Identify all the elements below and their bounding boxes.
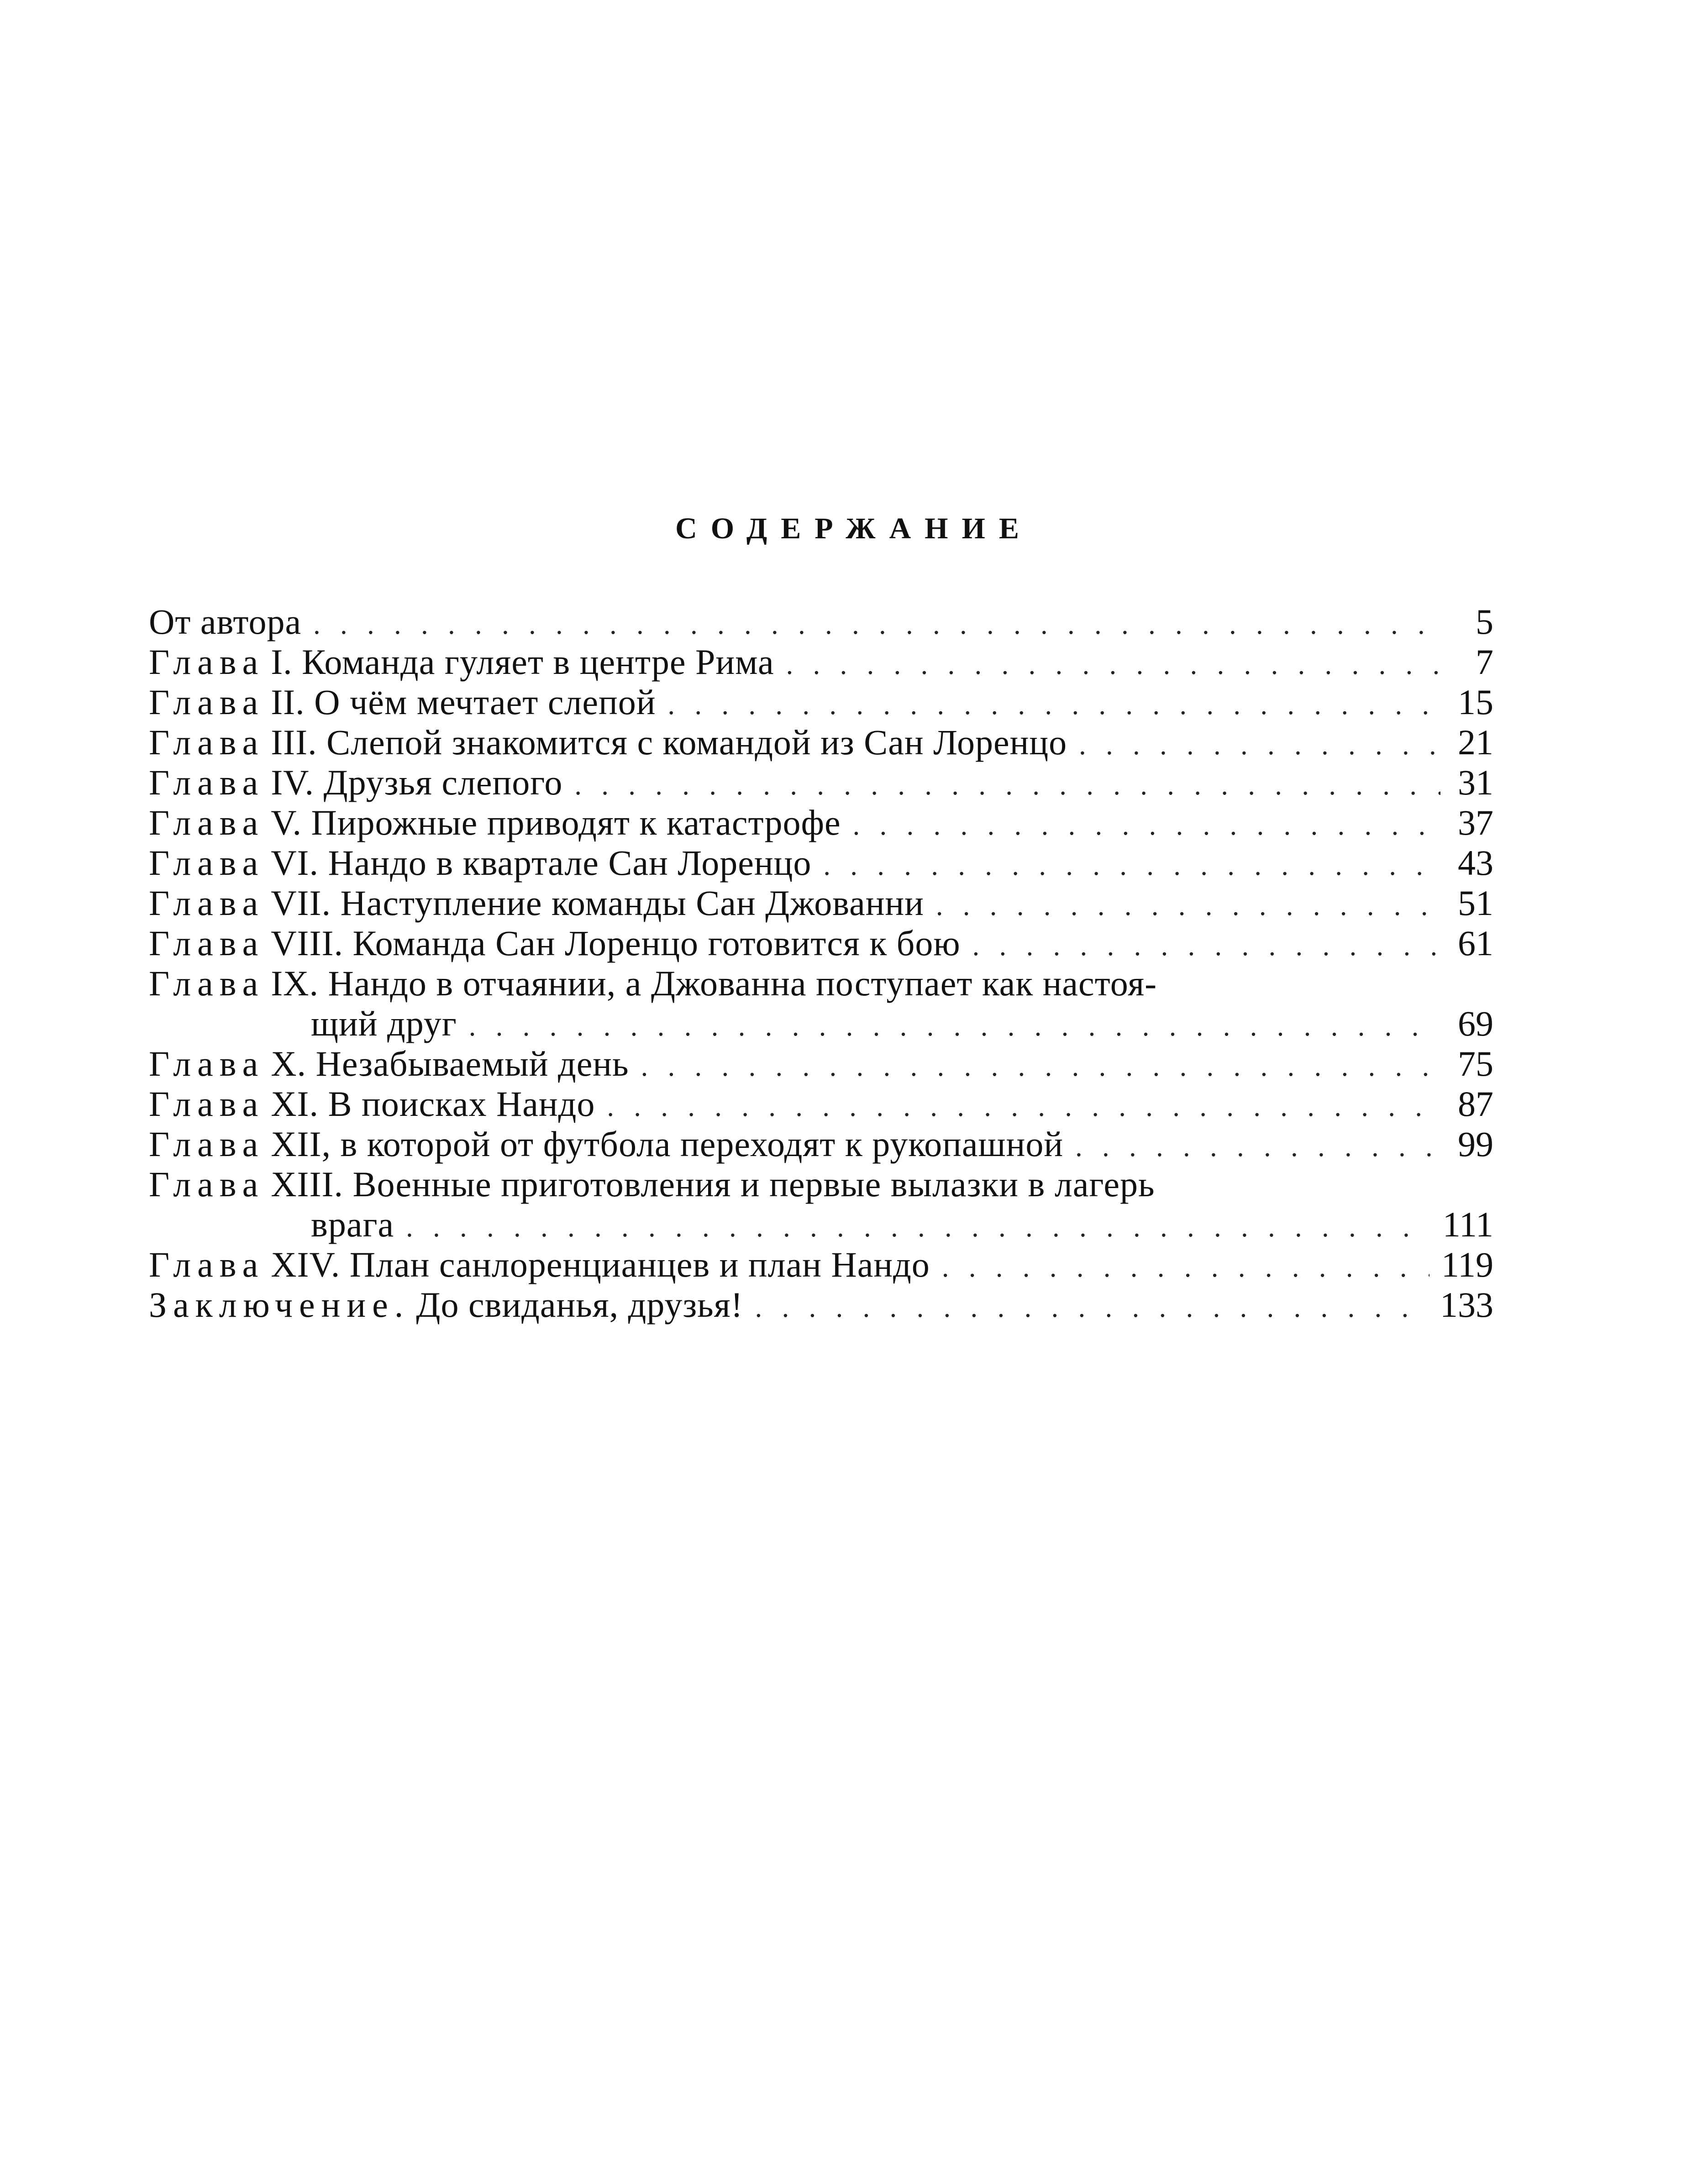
dot-leader <box>574 765 1440 805</box>
entry-title: От автора <box>149 602 302 641</box>
toc-entry <box>149 843 1493 883</box>
entry-title-continuation: врага <box>311 1204 394 1244</box>
dot-leader <box>972 926 1440 966</box>
toc-entry <box>149 1164 1493 1245</box>
entry-title: III. Слепой знакомится с командой из Сан Лоренцо <box>271 722 1067 762</box>
toc-entry <box>149 803 1493 843</box>
dot-leader <box>755 1288 1428 1328</box>
toc-entry <box>149 1084 1493 1124</box>
toc-heading: СОДЕРЖАНИЕ <box>675 512 1033 545</box>
entry-title: II. О чём мечтает слепой <box>271 682 656 722</box>
entry-page-number: 99 <box>1458 1124 1493 1164</box>
toc-entry <box>149 1124 1493 1164</box>
entry-label: Глава <box>149 722 265 762</box>
entry-label: Глава <box>149 963 265 1003</box>
toc-entry <box>149 642 1493 682</box>
entry-title: IV. Друзья слепого <box>271 762 563 802</box>
entry-label: Глава <box>149 1245 265 1284</box>
entry-label: Глава <box>149 843 265 883</box>
entry-page-number: 51 <box>1458 883 1493 923</box>
entry-title: X. Незабываемый день <box>271 1044 629 1083</box>
entry-title: V. Пирожные приводят к катастрофе <box>271 803 841 842</box>
entry-page-number: 21 <box>1458 722 1493 762</box>
entry-title: XIV. План санлоренцианцев и план Нандо <box>271 1245 930 1284</box>
entry-page-number: 87 <box>1458 1084 1493 1124</box>
entry-page-number: 133 <box>1440 1285 1493 1325</box>
entry-label: Глава <box>149 803 265 842</box>
entry-title: До свиданья, друзья! <box>416 1285 743 1325</box>
toc-entry <box>149 722 1493 762</box>
entry-title: VIII. Команда Сан Лоренцо готовится к бою <box>271 923 961 963</box>
entry-label: Глава <box>149 682 265 722</box>
entry-page-number: 7 <box>1476 642 1493 682</box>
entry-title: VII. Наступление команды Сан Джованни <box>271 883 924 923</box>
toc-entry <box>149 1245 1493 1285</box>
entry-label: Глава <box>149 883 265 923</box>
toc-entry <box>149 762 1493 803</box>
entry-label: Глава <box>149 762 265 802</box>
dot-leader <box>936 886 1440 926</box>
table-of-contents <box>149 602 1493 1325</box>
dot-leader <box>313 605 1440 645</box>
entry-label: Глава <box>149 1084 265 1124</box>
entry-title: XI. В поисках Нандо <box>271 1084 595 1124</box>
entry-label: Заключение. <box>149 1285 410 1325</box>
dot-leader <box>1079 725 1440 765</box>
entry-page-number: 5 <box>1476 602 1493 641</box>
dot-leader <box>1075 1127 1440 1167</box>
toc-entry <box>149 682 1493 722</box>
entry-title: VI. Нандо в квартале Сан Лоренцо <box>271 843 812 883</box>
dot-leader <box>823 846 1440 886</box>
toc-entry <box>149 883 1493 923</box>
entry-title: XII, в которой от футбола переходят к рукопашной <box>271 1124 1064 1164</box>
entry-label: Глава <box>149 1124 265 1164</box>
dot-leader <box>667 685 1440 725</box>
toc-entry <box>149 923 1493 963</box>
toc-entry <box>149 602 1493 642</box>
dot-leader <box>607 1087 1440 1127</box>
entry-page-number: 43 <box>1458 843 1493 883</box>
entry-page-number: 61 <box>1458 923 1493 963</box>
entry-label: Глава <box>149 923 265 963</box>
dot-leader <box>641 1046 1440 1087</box>
dot-leader <box>469 1006 1440 1046</box>
entry-page-number: 111 <box>1442 1204 1493 1244</box>
dot-leader <box>853 805 1440 846</box>
entry-page-number: 31 <box>1458 762 1493 802</box>
entry-label: Глава <box>149 642 265 682</box>
entry-page-number: 37 <box>1458 803 1493 842</box>
dot-leader <box>406 1207 1431 1247</box>
entry-label: Глава <box>149 1164 265 1204</box>
toc-entry <box>149 1044 1493 1084</box>
entry-page-number: 75 <box>1458 1044 1493 1083</box>
entry-page-number: 69 <box>1458 1004 1493 1043</box>
toc-entry <box>149 963 1493 1044</box>
entry-page-number: 119 <box>1441 1245 1493 1284</box>
entry-page-number: 15 <box>1458 682 1493 722</box>
entry-title: I. Команда гуляет в центре Рима <box>271 642 774 682</box>
dot-leader <box>786 645 1440 685</box>
entry-label: Глава <box>149 1044 265 1083</box>
entry-title: XIII. Военные приготовления и первые вылазки в лагерь <box>271 1164 1155 1204</box>
toc-entry <box>149 1285 1493 1325</box>
entry-title: IX. Нандо в отчаянии, а Джованна поступает как настоя- <box>271 963 1157 1003</box>
entry-title-continuation: щий друг <box>311 1004 457 1043</box>
dot-leader <box>942 1247 1429 1288</box>
